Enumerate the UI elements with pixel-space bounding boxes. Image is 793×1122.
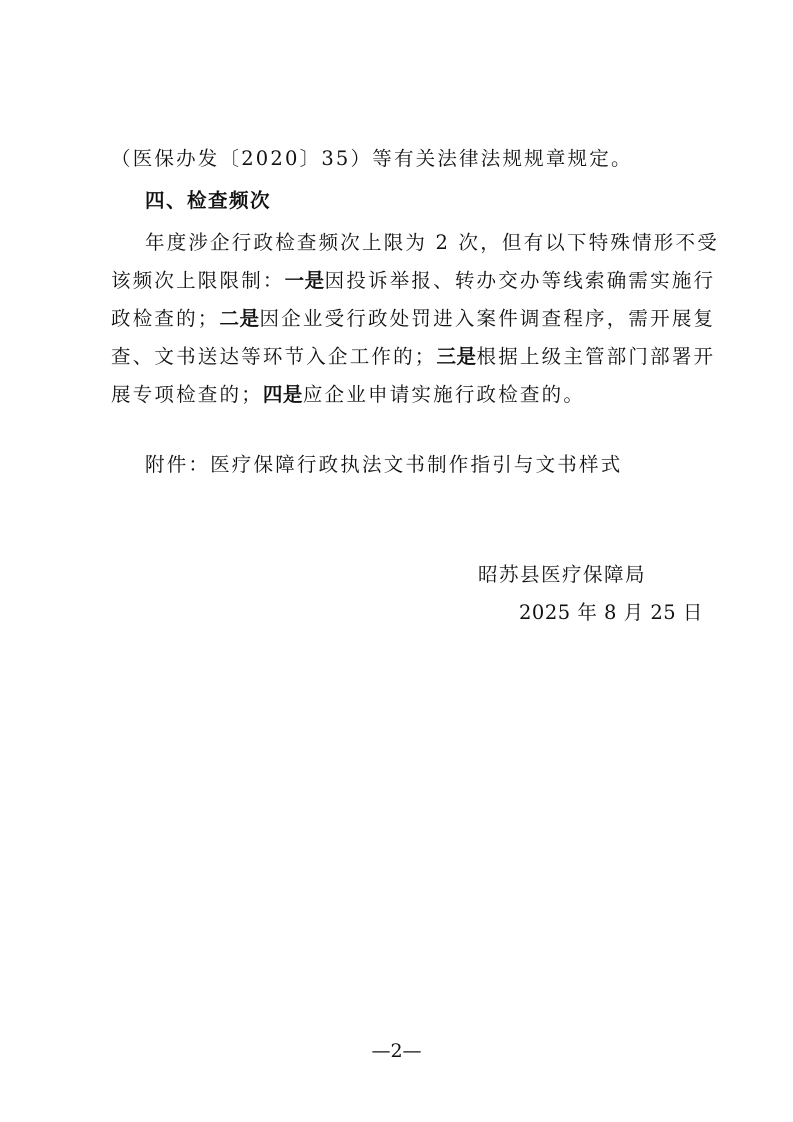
issuer-name: 昭苏县医疗保障局 <box>478 563 647 586</box>
body-line-3 <box>111 262 716 300</box>
page-number: —2— <box>371 1040 422 1062</box>
body-line-1 <box>111 140 691 178</box>
bold-marker-four: 四是 <box>262 383 303 406</box>
body-line-2: 年度涉企行政检查频次上限为 2 次，但有以下特殊情形不受 <box>145 231 719 254</box>
text-segment: 该频次上限限制： <box>111 269 285 292</box>
text-segment: 因投诉举报、转办交办等线索确需实施行 <box>324 269 716 292</box>
text-segment: 根据上级主管部门部署开 <box>476 345 716 368</box>
body-line-4 <box>111 300 716 338</box>
body-line-6 <box>111 376 691 414</box>
issue-date: 2025 年 8 月 25 日 <box>519 601 703 624</box>
bold-marker-one: 一是 <box>284 269 325 292</box>
text-segment: 查、文书送达等环节入企工作的； <box>111 345 437 368</box>
text-segment: 因企业受行政处罚进入案件调查程序，需开展复 <box>259 307 716 330</box>
regulation-reference-text: （医保办发〔2020〕35）等有关法律法规规章规定。 <box>111 147 633 170</box>
attachment-line: 附件：医疗保障行政执法文书制作指引与文书样式 <box>145 453 623 476</box>
body-line-5 <box>111 338 716 376</box>
text-segment: 展专项检查的； <box>111 383 263 406</box>
bold-marker-three: 三是 <box>436 345 477 368</box>
section-heading: 四、检查频次 <box>145 189 272 212</box>
text-segment: 应企业申请实施行政检查的。 <box>302 383 586 406</box>
bold-marker-two: 二是 <box>219 307 260 330</box>
text-segment: 政检查的； <box>111 307 220 330</box>
